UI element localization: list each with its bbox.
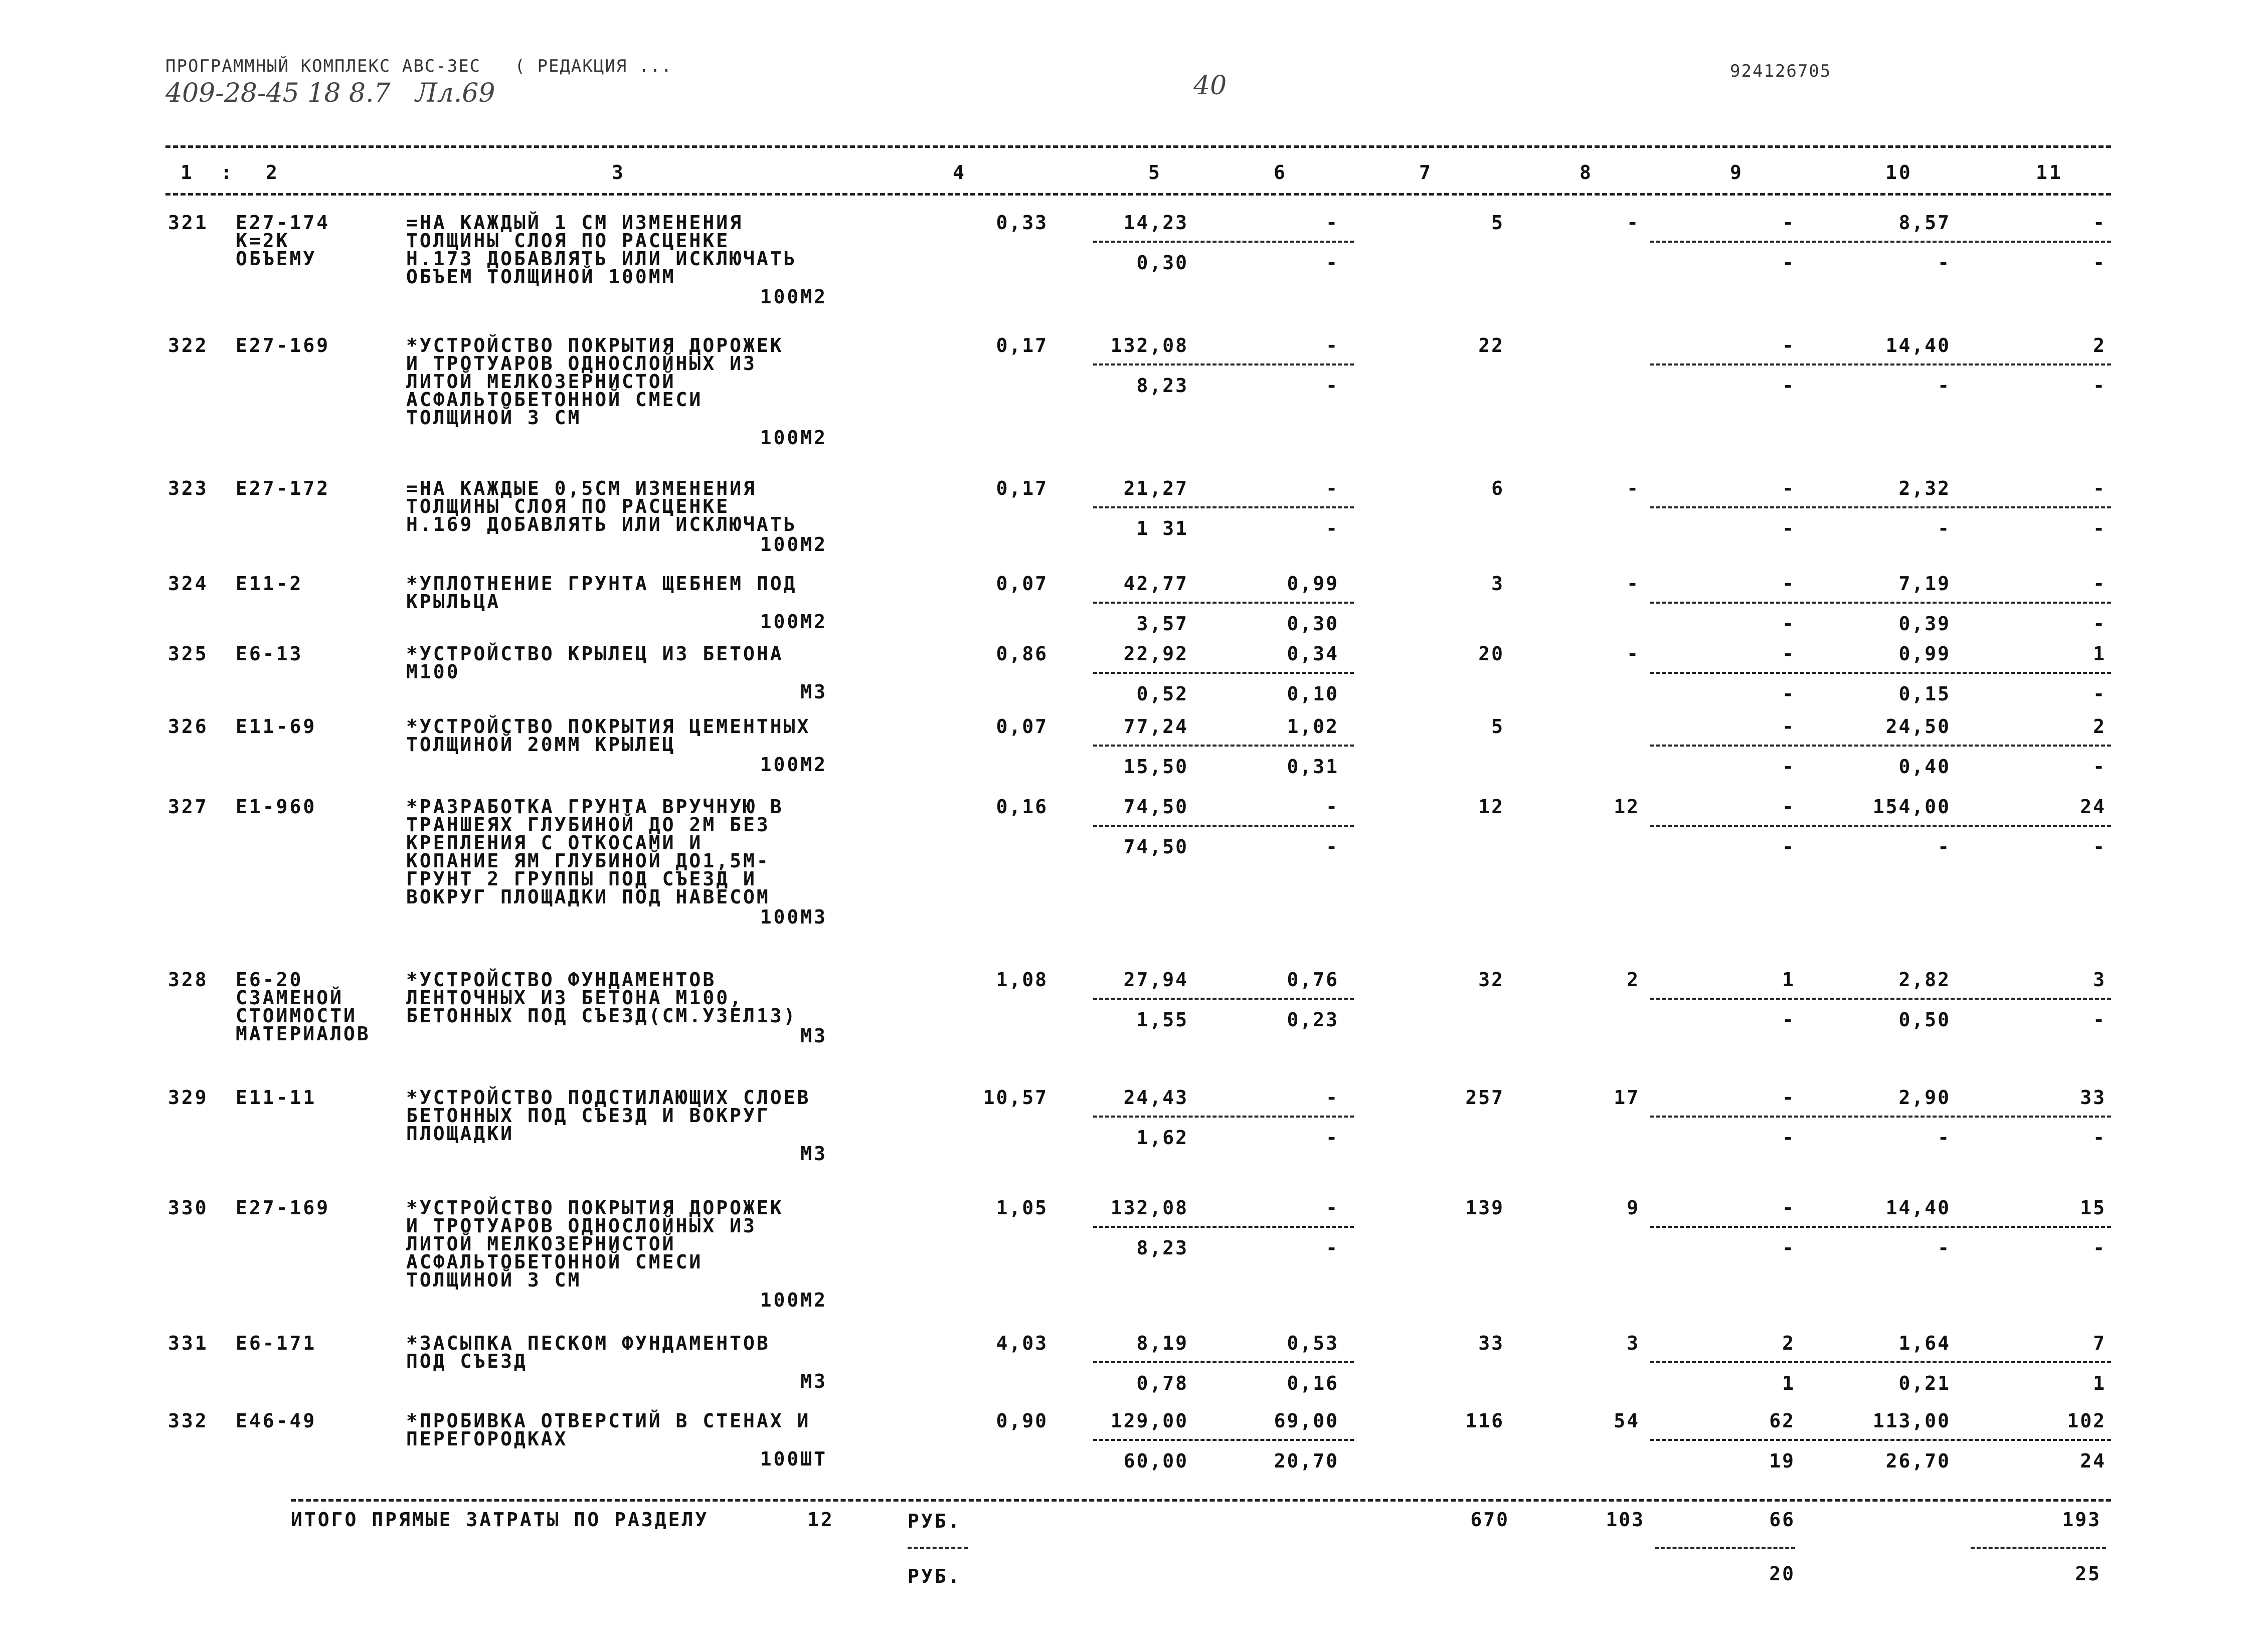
total-col11-top: 193	[2062, 1509, 2101, 1531]
row-col7: 12	[1478, 796, 1504, 818]
row-description: ЛИТОЙ МЕЛКОЗЕРНИСТОЙ	[406, 371, 676, 393]
row-right-divider	[1650, 1439, 2111, 1441]
row-right-divider	[1650, 998, 2111, 1000]
row-quantity: 1,05	[996, 1197, 1048, 1219]
row-col5-bottom: 8,23	[1136, 1237, 1188, 1259]
row-code: МАТЕРИАЛОВ	[236, 1023, 371, 1045]
row-col8: 12	[1614, 796, 1640, 818]
row-col10-top: 24,50	[1885, 715, 1951, 738]
row-col5-top: 132,08	[1110, 334, 1188, 356]
row-col11-bottom: -	[2093, 613, 2106, 635]
row-code: СЗАМЕНОЙ	[236, 987, 344, 1009]
row-cost-divider	[1093, 1226, 1354, 1228]
row-unit: М3	[800, 1025, 827, 1047]
row-unit: 100М2	[760, 1289, 827, 1311]
row-col11-bottom: -	[2093, 252, 2106, 274]
row-col9-bottom: -	[1782, 375, 1795, 397]
row-description: КРЫЛЬЦА	[406, 591, 501, 613]
row-col5-top: 22,92	[1123, 643, 1188, 665]
row-col9-bottom: -	[1782, 1127, 1795, 1149]
row-col9-top: -	[1782, 715, 1795, 738]
row-col7: 6	[1491, 477, 1504, 499]
row-col10-bottom: 0,50	[1898, 1009, 1951, 1031]
row-col9-bottom: -	[1782, 683, 1795, 705]
row-col11-top: -	[2093, 477, 2106, 499]
row-col5-bottom: 0,52	[1136, 683, 1188, 705]
total-rub-1: РУБ.	[908, 1510, 962, 1532]
row-col9-top: -	[1782, 1197, 1795, 1219]
row-col7: 5	[1491, 212, 1504, 234]
row-description: *УСТРОЙСТВО ПОКРЫТИЯ ДОРОЖЕК	[406, 334, 784, 356]
row-col6-top: 0,99	[1287, 573, 1339, 595]
row-col7: 116	[1465, 1410, 1504, 1432]
row-col10-top: 7,19	[1898, 573, 1951, 595]
row-col5-bottom: 15,50	[1123, 756, 1188, 778]
row-quantity: 0,16	[996, 796, 1048, 818]
row-description: *УСТРОЙСТВО ПОДСТИЛАЮЩИХ СЛОЕВ	[406, 1086, 811, 1109]
row-code: Е11-2	[236, 573, 303, 595]
row-col6-bottom: -	[1326, 252, 1339, 274]
row-right-divider	[1650, 363, 2111, 365]
row-col6-top: -	[1326, 212, 1339, 234]
row-cost-divider	[1093, 825, 1354, 827]
row-col11-bottom: 24	[2080, 1450, 2106, 1472]
row-col7: 20	[1478, 643, 1504, 665]
row-quantity: 10,57	[983, 1086, 1048, 1109]
row-col6-bottom: 0,10	[1287, 683, 1339, 705]
row-col9-bottom: 19	[1769, 1450, 1795, 1472]
row-description: ТРАНШЕЯХ ГЛУБИНОЙ ДО 2М БЕЗ	[406, 814, 770, 836]
row-description: ПЛОЩАДКИ	[406, 1123, 514, 1145]
row-col9-bottom: -	[1782, 756, 1795, 778]
row-number: 324	[168, 573, 209, 595]
row-quantity: 0,33	[996, 212, 1048, 234]
row-col10-top: 2,32	[1898, 477, 1951, 499]
row-col7: 139	[1465, 1197, 1504, 1219]
row-description: *УПЛОТНЕНИЕ ГРУНТА ЩЕБНЕМ ПОД	[406, 573, 797, 595]
row-col6-top: 0,53	[1287, 1332, 1339, 1354]
row-col6-bottom: 0,23	[1287, 1009, 1339, 1031]
row-number: 322	[168, 334, 209, 356]
row-col9-top: -	[1782, 334, 1795, 356]
row-number: 330	[168, 1197, 209, 1219]
row-col10-bottom: -	[1938, 252, 1951, 274]
row-col10-top: 8,57	[1898, 212, 1951, 234]
row-col6-top: 0,76	[1287, 969, 1339, 991]
row-col9-bottom: -	[1782, 1237, 1795, 1259]
row-description: БЕТОННЫХ ПОД СЪЕЗД(СМ.УЗЕЛ13)	[406, 1005, 797, 1027]
row-code: Е6-171	[236, 1332, 317, 1354]
row-number: 323	[168, 477, 209, 499]
row-col11-bottom: -	[2093, 1009, 2106, 1031]
row-col11-top: 102	[2067, 1410, 2106, 1432]
row-col5-bottom: 60,00	[1123, 1450, 1188, 1472]
row-description: Н.169 ДОБАВЛЯТЬ ИЛИ ИСКЛЮЧАТЬ	[406, 513, 797, 535]
row-col5-bottom: 1,62	[1136, 1127, 1188, 1149]
row-unit: 100ШТ	[760, 1448, 827, 1470]
row-col10-bottom: -	[1938, 517, 1951, 539]
row-col10-top: 0,99	[1898, 643, 1951, 665]
row-col6-bottom: -	[1326, 1237, 1339, 1259]
row-col9-top: -	[1782, 1086, 1795, 1109]
row-code: К=2К	[236, 230, 290, 252]
row-description: ТОЛЩИНОЙ 3 СМ	[406, 1269, 582, 1291]
row-right-divider	[1650, 1226, 2111, 1228]
total-label: ИТОГО ПРЯМЫЕ ЗАТРАТЫ ПО РАЗДЕЛУ	[291, 1509, 709, 1531]
row-col9-top: -	[1782, 796, 1795, 818]
row-unit: 100М2	[760, 533, 827, 556]
row-unit: 100М2	[760, 286, 827, 308]
row-col11-top: 7	[2093, 1332, 2106, 1354]
column-header-9: 8	[1580, 161, 1593, 183]
row-col5-top: 132,08	[1110, 1197, 1188, 1219]
row-col5-bottom: 74,50	[1123, 836, 1188, 858]
row-col10-bottom: 0,40	[1898, 756, 1951, 778]
row-quantity: 0,17	[996, 334, 1048, 356]
row-description: *ЗАСЫПКА ПЕСКОМ ФУНДАМЕНТОВ	[406, 1332, 770, 1354]
row-col6-bottom: 0,30	[1287, 613, 1339, 635]
column-header-12: 11	[2036, 161, 2063, 183]
row-col11-bottom: -	[2093, 1237, 2106, 1259]
row-col8: 9	[1627, 1197, 1640, 1219]
row-description: ТОЛЩИНЫ СЛОЯ ПО РАСЦЕНКЕ	[406, 495, 730, 517]
row-description: *РАЗРАБОТКА ГРУНТА ВРУЧНУЮ В	[406, 796, 784, 818]
row-description: КОПАНИЕ ЯМ ГЛУБИНОЙ ДО1,5М-	[406, 850, 770, 872]
row-col6-top: -	[1326, 1197, 1339, 1219]
row-description: И ТРОТУАРОВ ОДНОСЛОЙНЫХ ИЗ	[406, 1215, 757, 1237]
row-col9-bottom: -	[1782, 1009, 1795, 1031]
row-col7: 5	[1491, 715, 1504, 738]
row-col10-bottom: -	[1938, 836, 1951, 858]
row-right-divider	[1650, 1116, 2111, 1118]
row-description: БЕТОННЫХ ПОД СЪЕЗД И ВОКРУГ	[406, 1105, 770, 1127]
row-number: 325	[168, 643, 209, 665]
row-description: *УСТРОЙСТВО КРЫЛЕЦ ИЗ БЕТОНА	[406, 643, 784, 665]
row-col11-top: 33	[2080, 1086, 2106, 1109]
row-description: *УСТРОЙСТВО ФУНДАМЕНТОВ	[406, 969, 717, 991]
row-code: Е27-169	[236, 334, 330, 356]
total-col7: 670	[1470, 1509, 1509, 1531]
row-code: Е27-169	[236, 1197, 330, 1219]
row-col5-top: 42,77	[1123, 573, 1188, 595]
row-description: ТОЛЩИНОЙ 20ММ КРЫЛЕЦ	[406, 733, 676, 756]
header-rule-bottom	[165, 193, 2111, 196]
row-col11-top: 3	[2093, 969, 2106, 991]
total-col8: 103	[1606, 1509, 1645, 1531]
row-number: 328	[168, 969, 209, 991]
row-col7: 32	[1478, 969, 1504, 991]
column-header-10: 9	[1730, 161, 1744, 183]
row-unit: 100М2	[760, 754, 827, 776]
total-rub-2: РУБ.	[908, 1565, 962, 1587]
row-col11-bottom: 1	[2093, 1372, 2106, 1394]
row-col10-bottom: 0,21	[1898, 1372, 1951, 1394]
row-col9-top: -	[1782, 573, 1795, 595]
row-col7: 3	[1491, 573, 1504, 595]
row-col5-top: 24,43	[1123, 1086, 1188, 1109]
row-col10-top: 2,90	[1898, 1086, 1951, 1109]
row-unit: 100М2	[760, 611, 827, 633]
row-col5-bottom: 0,30	[1136, 252, 1188, 274]
row-col5-bottom: 1,55	[1136, 1009, 1188, 1031]
row-col6-top: -	[1326, 334, 1339, 356]
row-code: Е6-13	[236, 643, 303, 665]
row-right-divider	[1650, 506, 2111, 508]
row-cost-divider	[1093, 1361, 1354, 1363]
row-col11-bottom: -	[2093, 1127, 2106, 1149]
row-cost-divider	[1093, 241, 1354, 243]
row-col8: 54	[1614, 1410, 1640, 1432]
row-col6-bottom: -	[1326, 517, 1339, 539]
column-header-6: 5	[1148, 161, 1162, 183]
row-col5-bottom: 1 31	[1136, 517, 1188, 539]
row-col10-top: 1,64	[1898, 1332, 1951, 1354]
row-description: М100	[406, 661, 460, 683]
row-description: Н.173 ДОБАВЛЯТЬ ИЛИ ИСКЛЮЧАТЬ	[406, 248, 797, 270]
row-col11-top: -	[2093, 573, 2106, 595]
row-number: 321	[168, 212, 209, 234]
row-cost-divider	[1093, 672, 1354, 674]
row-number: 331	[168, 1332, 209, 1354]
row-col11-top: 2	[2093, 334, 2106, 356]
row-description: =НА КАЖДЫЕ 0,5СМ ИЗМЕНЕНИЯ	[406, 477, 757, 499]
row-quantity: 0,17	[996, 477, 1048, 499]
total-rub-dash	[908, 1547, 968, 1549]
row-description: ПОД СЪЕЗД	[406, 1350, 528, 1372]
column-header-5: 4	[953, 161, 966, 183]
row-description: =НА КАЖДЫЙ 1 СМ ИЗМЕНЕНИЯ	[406, 212, 743, 234]
row-code: Е1-960	[236, 796, 317, 818]
row-col11-bottom: -	[2093, 683, 2106, 705]
row-col6-bottom: -	[1326, 1127, 1339, 1149]
document-code: 924126705	[1730, 61, 1832, 81]
total-col11-dash	[1971, 1547, 2106, 1549]
row-col11-bottom: -	[2093, 756, 2106, 778]
column-header-11: 10	[1885, 161, 1912, 183]
row-description: ЛИТОЙ МЕЛКОЗЕРНИСТОЙ	[406, 1233, 676, 1255]
row-col7: 33	[1478, 1332, 1504, 1354]
row-right-divider	[1650, 672, 2111, 674]
row-right-divider	[1650, 241, 2111, 243]
row-right-divider	[1650, 825, 2111, 827]
row-col6-bottom: 20,70	[1274, 1450, 1339, 1472]
row-col10-bottom: -	[1938, 375, 1951, 397]
row-quantity: 1,08	[996, 969, 1048, 991]
row-unit: М3	[800, 1143, 827, 1165]
row-right-divider	[1650, 1361, 2111, 1363]
row-col5-top: 27,94	[1123, 969, 1188, 991]
row-quantity: 4,03	[996, 1332, 1048, 1354]
row-col11-bottom: -	[2093, 836, 2106, 858]
row-col6-top: 0,34	[1287, 643, 1339, 665]
row-cost-divider	[1093, 998, 1354, 1000]
row-col9-top: -	[1782, 212, 1795, 234]
row-right-divider	[1650, 745, 2111, 747]
row-unit: 100М3	[760, 906, 827, 928]
row-code: СТОИМОСТИ	[236, 1005, 357, 1027]
row-col5-bottom: 8,23	[1136, 375, 1188, 397]
row-col8: -	[1627, 643, 1640, 665]
row-code: Е46-49	[236, 1410, 317, 1432]
row-description: ПЕРЕГОРОДКАХ	[406, 1428, 568, 1450]
row-col11-bottom: -	[2093, 375, 2106, 397]
row-col5-top: 77,24	[1123, 715, 1188, 738]
row-quantity: 0,86	[996, 643, 1048, 665]
row-col5-top: 129,00	[1110, 1410, 1188, 1432]
row-description: ТОЛЩИНОЙ 3 СМ	[406, 407, 582, 429]
row-code: Е27-174	[236, 212, 330, 234]
row-cost-divider	[1093, 602, 1354, 604]
header-program-title: ПРОГРАММНЫЙ КОМПЛЕКС АВС-ЗЕС ( РЕДАКЦИЯ ...	[165, 56, 673, 76]
row-cost-divider	[1093, 363, 1354, 365]
row-col9-bottom: 1	[1782, 1372, 1795, 1394]
row-cost-divider	[1093, 506, 1354, 508]
row-cost-divider	[1093, 1116, 1354, 1118]
row-col6-top: -	[1326, 796, 1339, 818]
row-col10-bottom: -	[1938, 1237, 1951, 1259]
row-col10-top: 14,40	[1885, 334, 1951, 356]
row-number: 329	[168, 1086, 209, 1109]
row-quantity: 0,07	[996, 573, 1048, 595]
column-header-4: 3	[612, 161, 625, 183]
row-col11-top: 2	[2093, 715, 2106, 738]
column-header-1: 1	[181, 161, 194, 183]
row-code: Е27-172	[236, 477, 330, 499]
row-col5-top: 21,27	[1123, 477, 1188, 499]
row-col9-top: 2	[1782, 1332, 1795, 1354]
row-number: 327	[168, 796, 209, 818]
row-description: ВОКРУГ ПЛОЩАДКИ ПОД НАВЕСОМ	[406, 886, 770, 908]
row-col6-top: 1,02	[1287, 715, 1339, 738]
header-handwritten-ref: 409-28-45 18 8.7 Лл.69	[165, 78, 495, 108]
row-col11-top: 1	[2093, 643, 2106, 665]
row-col11-top: 15	[2080, 1197, 2106, 1219]
row-code: Е11-11	[236, 1086, 317, 1109]
row-code: Е11-69	[236, 715, 317, 738]
row-col7: 22	[1478, 334, 1504, 356]
row-description: *УСТРОЙСТВО ПОКРЫТИЯ ЦЕМЕНТНЫХ	[406, 715, 811, 738]
row-col10-bottom: -	[1938, 1127, 1951, 1149]
row-description: *УСТРОЙСТВО ПОКРЫТИЯ ДОРОЖЕК	[406, 1197, 784, 1219]
row-col10-top: 113,00	[1872, 1410, 1951, 1432]
row-col11-top: 24	[2080, 796, 2106, 818]
row-cost-divider	[1093, 1439, 1354, 1441]
row-col6-bottom: 0,31	[1287, 756, 1339, 778]
row-description: *ПРОБИВКА ОТВЕРСТИЙ В СТЕНАХ И	[406, 1410, 811, 1432]
column-header-2: :	[221, 161, 234, 183]
row-unit: М3	[800, 681, 827, 703]
row-col10-bottom: 0,15	[1898, 683, 1951, 705]
row-col5-bottom: 3,57	[1136, 613, 1188, 635]
total-col11-bottom: 25	[2075, 1563, 2101, 1585]
row-description: АСФАЛЬТОБЕТОННОЙ СМЕСИ	[406, 389, 703, 411]
page-number: 40	[1193, 71, 1227, 101]
row-col5-bottom: 0,78	[1136, 1372, 1188, 1394]
row-col8: 2	[1627, 969, 1640, 991]
row-col8: 3	[1627, 1332, 1640, 1354]
row-col5-top: 8,19	[1136, 1332, 1188, 1354]
row-col11-top: -	[2093, 212, 2106, 234]
row-col10-top: 14,40	[1885, 1197, 1951, 1219]
row-col9-bottom: -	[1782, 252, 1795, 274]
row-col5-top: 14,23	[1123, 212, 1188, 234]
row-col9-top: 62	[1769, 1410, 1795, 1432]
total-section-number: 12	[807, 1509, 834, 1531]
total-col9-top: 66	[1769, 1509, 1795, 1531]
row-quantity: 0,90	[996, 1410, 1048, 1432]
row-unit: 100М2	[760, 427, 827, 449]
row-col8: 17	[1614, 1086, 1640, 1109]
column-header-7: 6	[1274, 161, 1287, 183]
total-col9-bottom: 20	[1769, 1563, 1795, 1585]
row-description: КРЕПЛЕНИЯ С ОТКОСАМИ И	[406, 832, 703, 854]
row-code: Е6-20	[236, 969, 303, 991]
row-description: ТОЛЩИНЫ СЛОЯ ПО РАСЦЕНКЕ	[406, 230, 730, 252]
row-col9-bottom: -	[1782, 613, 1795, 635]
row-col9-top: -	[1782, 477, 1795, 499]
row-col9-top: -	[1782, 643, 1795, 665]
row-right-divider	[1650, 602, 2111, 604]
row-col5-top: 74,50	[1123, 796, 1188, 818]
header-rule-top	[165, 145, 2111, 148]
row-col8: -	[1627, 477, 1640, 499]
row-col9-top: 1	[1782, 969, 1795, 991]
row-col9-bottom: -	[1782, 836, 1795, 858]
row-col7: 257	[1465, 1086, 1504, 1109]
row-col6-top: -	[1326, 477, 1339, 499]
column-header-3: 2	[266, 161, 279, 183]
row-col6-bottom: 0,16	[1287, 1372, 1339, 1394]
row-col10-top: 2,82	[1898, 969, 1951, 991]
row-col11-bottom: -	[2093, 517, 2106, 539]
row-col8: -	[1627, 573, 1640, 595]
row-col10-bottom: 26,70	[1885, 1450, 1951, 1472]
total-rule-top	[291, 1499, 2111, 1502]
row-cost-divider	[1093, 745, 1354, 747]
row-col6-top: 69,00	[1274, 1410, 1339, 1432]
row-unit: М3	[800, 1370, 827, 1392]
row-description: ЛЕНТОЧНЫХ ИЗ БЕТОНА М100,	[406, 987, 743, 1009]
row-col8: -	[1627, 212, 1640, 234]
row-col10-bottom: 0,39	[1898, 613, 1951, 635]
row-number: 332	[168, 1410, 209, 1432]
row-col6-bottom: -	[1326, 375, 1339, 397]
row-description: ОБЪЕМ ТОЛЩИНОЙ 100ММ	[406, 266, 676, 288]
row-description: АСФАЛЬТОБЕТОННОЙ СМЕСИ	[406, 1251, 703, 1273]
row-col6-bottom: -	[1326, 836, 1339, 858]
row-number: 326	[168, 715, 209, 738]
column-header-8: 7	[1419, 161, 1433, 183]
row-col10-top: 154,00	[1872, 796, 1951, 818]
row-description: И ТРОТУАРОВ ОДНОСЛОЙНЫХ ИЗ	[406, 352, 757, 375]
total-col9-dash	[1655, 1547, 1795, 1549]
row-quantity: 0,07	[996, 715, 1048, 738]
row-col9-bottom: -	[1782, 517, 1795, 539]
row-description: ГРУНТ 2 ГРУППЫ ПОД СЪЕЗД И	[406, 868, 757, 890]
row-code: ОБЪЕМУ	[236, 248, 317, 270]
row-col6-top: -	[1326, 1086, 1339, 1109]
